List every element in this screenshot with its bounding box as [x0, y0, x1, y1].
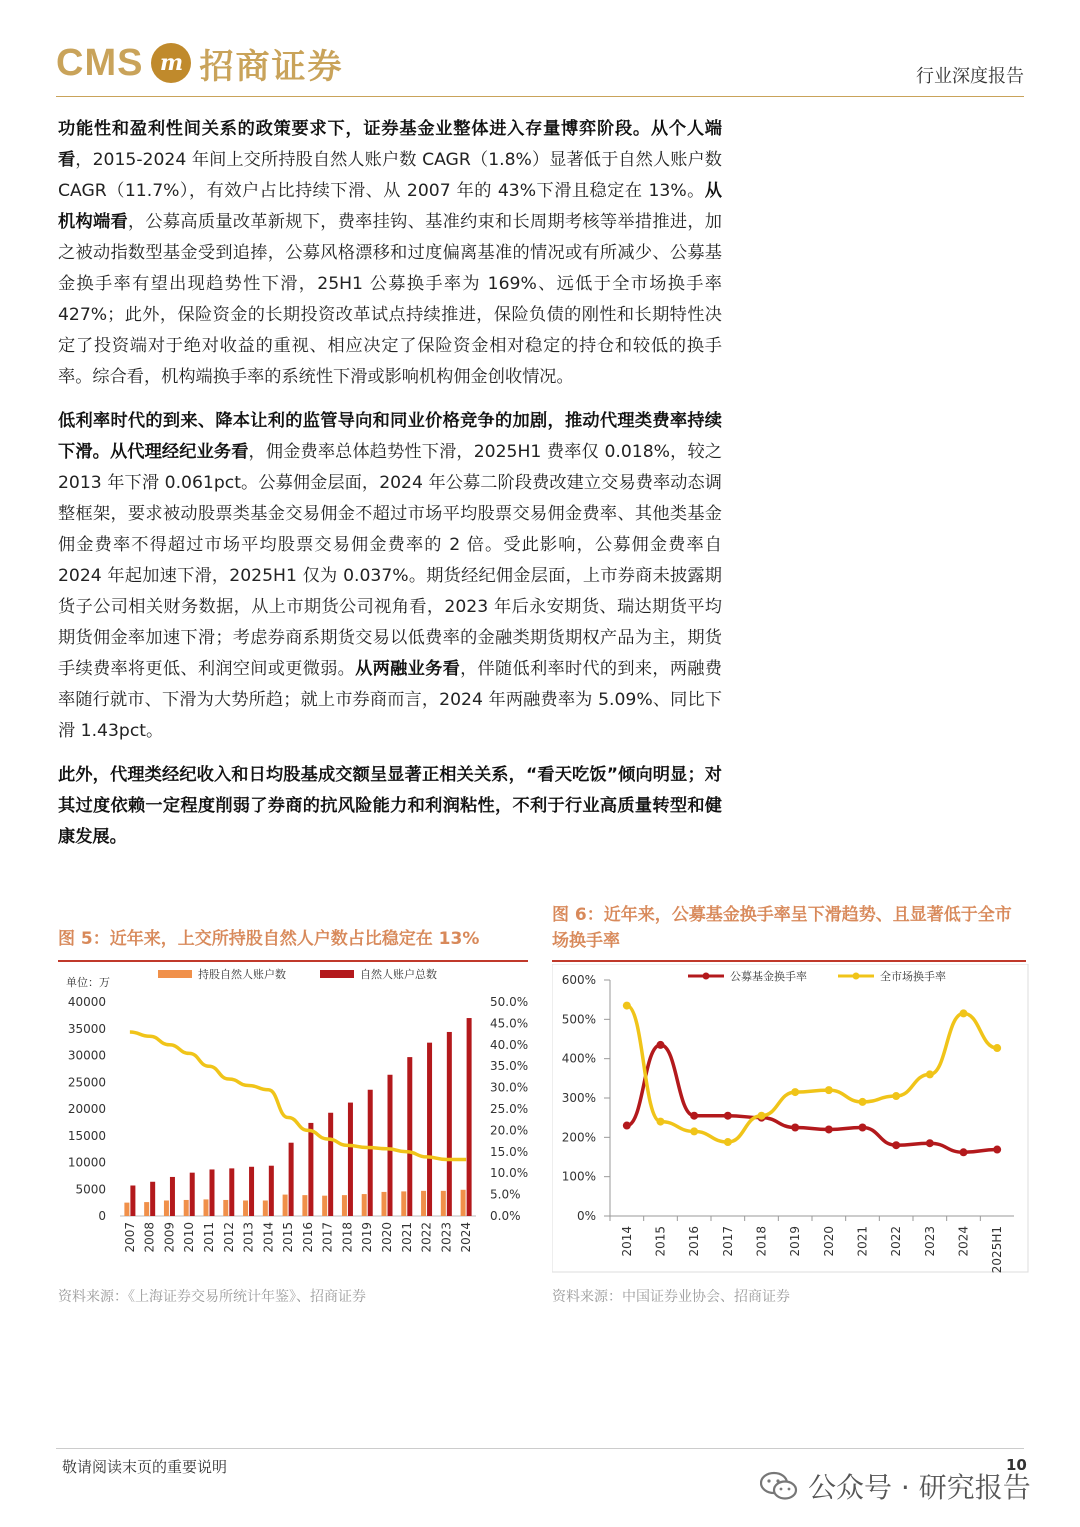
bar-holding-accounts [204, 1199, 209, 1216]
x-tick-label: 2007 [122, 1222, 137, 1253]
x-tick-label: 2014 [619, 1226, 634, 1257]
bar-holding-accounts [164, 1200, 169, 1216]
cms-logo [56, 38, 343, 88]
point-fund-turnover [825, 1125, 833, 1133]
x-tick-label: 2008 [142, 1222, 157, 1253]
point-fund-turnover [993, 1146, 1001, 1154]
point-market-turnover [623, 1002, 631, 1010]
x-tick-label: 2012 [221, 1222, 236, 1253]
y-tick-label: 300% [561, 1091, 596, 1105]
bar-total-accounts [289, 1143, 294, 1216]
x-tick-label: 2018 [754, 1226, 769, 1257]
bar-total-accounts [427, 1043, 432, 1216]
text-run: ，佣金费率总体趋势性下滑，2025H1 费率仅 0.018%，较之 2013 年下滑 0.061pct。公募佣金层面，2024 年公募二阶段费改建立交易费率动态调整框架，要求被动股票类基金交易佣金不超过市场平均股票交易佣金费率、其他类基金佣金费率不得超过市场平均股票交易佣金费率的 2 倍。受此影响，公募佣金费率自 2024 年起加速下滑，2025H1 仅为 0.037%。期货经纪佣金层面，上市券商未披露期货子公司相关财务数据，从上市期货公司视角看，2023 年后永安期货、瑞达期货平均期货佣金率加速下滑；考虑券商系期货交易以低费率的金融类期货期权产品为主，期货手续费率将更低、利润空间或更微弱。 [58, 442, 722, 679]
bold-text-run: 从机构端看 [58, 181, 722, 232]
x-tick-label: 2020 [380, 1222, 394, 1253]
bold-text-run: 此外，代理类经纪收入和日均股基成交额呈显著正相关关系，“看天吃饭”倾向明显；对其过度依赖一定程度削弱了券商的抗风险能力和利润粘性，不利于行业高质量转型和健康发展。 [58, 765, 722, 847]
y-right-tick-label: 45.0% [490, 1016, 529, 1031]
text-run: ，伴随低利率时代的到来，两融费率随行就市、下滑为大势所趋；就上市券商而言，2024 年两融费率为 5.09%、同比下滑 1.43pct。 [58, 659, 722, 741]
x-tick-label: 2015 [653, 1226, 668, 1257]
figure-6-source: 资料来源：中国证券业协会、招商证券 [552, 1289, 790, 1305]
point-market-turnover [724, 1138, 732, 1146]
legend-label: 全市场换手率 [880, 970, 946, 983]
bar-holding-accounts [362, 1194, 367, 1216]
y-left-tick-label: 40000 [67, 995, 106, 1009]
x-tick-label: 2023 [439, 1222, 454, 1253]
bar-holding-accounts [243, 1200, 248, 1216]
x-tick-label: 2020 [821, 1226, 836, 1257]
bar-total-accounts [229, 1168, 234, 1216]
line-effective-ratio [130, 1032, 466, 1160]
x-tick-label: 2009 [162, 1222, 177, 1253]
bar-holding-accounts [184, 1200, 189, 1216]
x-tick-label: 2022 [419, 1222, 434, 1253]
logo-latin-text: CMS [56, 41, 144, 84]
point-market-turnover [859, 1098, 867, 1106]
bold-text-run: 从个人端看 [58, 119, 722, 170]
bar-total-accounts [190, 1173, 195, 1216]
bar-holding-accounts [342, 1195, 347, 1216]
y-right-tick-label: 10.0% [490, 1166, 529, 1181]
figure-5-rule [58, 960, 528, 962]
point-market-turnover [657, 1118, 665, 1126]
bar-holding-accounts [144, 1202, 149, 1216]
bar-holding-accounts [263, 1200, 268, 1216]
legend-swatch [320, 970, 354, 978]
bar-holding-accounts [461, 1190, 466, 1216]
y-left-tick-label: 20000 [67, 1102, 106, 1116]
wechat-icon [760, 1471, 798, 1501]
body-text [58, 114, 722, 866]
bar-holding-accounts [421, 1191, 426, 1216]
y-left-tick-label: 25000 [67, 1075, 106, 1090]
figure-6-chart [552, 964, 1030, 1274]
line-market-turnover [627, 1006, 997, 1142]
y-left-tick-label: 0 [98, 1209, 106, 1223]
y-right-tick-label: 30.0% [490, 1080, 529, 1095]
x-tick-label: 2023 [922, 1226, 937, 1257]
header-divider [56, 96, 1024, 97]
point-fund-turnover [724, 1112, 732, 1120]
point-fund-turnover [960, 1148, 968, 1156]
legend-label: 持股自然人账户数 [198, 968, 286, 981]
point-market-turnover [960, 1009, 968, 1017]
logo-seal-icon: m [151, 43, 191, 83]
x-tick-label: 2024 [459, 1222, 474, 1253]
point-fund-turnover [926, 1139, 934, 1147]
point-fund-turnover [892, 1141, 900, 1149]
point-fund-turnover [690, 1112, 698, 1120]
body-paragraph [58, 114, 722, 393]
wechat-watermark [760, 1466, 1031, 1506]
bar-holding-accounts [223, 1200, 228, 1216]
bar-total-accounts [249, 1167, 254, 1216]
x-tick-label: 2016 [687, 1226, 702, 1257]
text-run: ，2015-2024 年间上交所持股自然人账户数 CAGR（1.8%）显著低于自然人账户数 CAGR（11.7%），有效户占比持续下滑、从 2007 年的 43%下滑且稳定在 13%。 [58, 150, 722, 201]
bar-total-accounts [467, 1018, 472, 1216]
y-right-tick-label: 20.0% [490, 1123, 529, 1138]
point-fund-turnover [859, 1124, 867, 1132]
y-left-tick-label: 35000 [67, 1021, 106, 1036]
body-paragraph [58, 760, 722, 853]
figure-5-source: 资料来源：《上海证券交易所统计年鉴》、招商证券 [58, 1289, 366, 1305]
y-tick-label: 200% [561, 1130, 596, 1145]
point-market-turnover [690, 1127, 698, 1135]
y-tick-label: 100% [561, 1169, 596, 1184]
x-tick-label: 2021 [399, 1222, 414, 1253]
y-tick-label: 400% [561, 1051, 596, 1066]
x-tick-label: 2022 [889, 1226, 904, 1257]
bar-total-accounts [269, 1166, 274, 1216]
x-tick-label: 2013 [241, 1222, 256, 1253]
x-tick-label: 2014 [261, 1222, 276, 1253]
y-left-tick-label: 5000 [75, 1182, 106, 1197]
point-market-turnover [993, 1044, 1001, 1052]
footer-divider [56, 1448, 1024, 1449]
y-right-tick-label: 0.0% [490, 1209, 521, 1223]
x-tick-label: 2025H1 [990, 1226, 1005, 1274]
bold-text-run: 低利率时代的到来、降本让利的监管导向和同业价格竞争的加剧，推动代理类费率持续下滑。 [58, 411, 722, 462]
y-right-tick-label: 5.0% [490, 1187, 521, 1202]
y-tick-label: 600% [561, 973, 596, 987]
point-market-turnover [926, 1070, 934, 1078]
point-fund-turnover [657, 1041, 665, 1049]
bold-text-run: 从两融业务看 [355, 659, 461, 679]
point-market-turnover [758, 1112, 766, 1120]
chart-frame [552, 964, 1028, 1272]
bar-holding-accounts [302, 1195, 307, 1216]
x-tick-label: 2019 [360, 1222, 375, 1253]
bar-holding-accounts [401, 1191, 406, 1216]
y-right-tick-label: 15.0% [490, 1144, 529, 1159]
bar-total-accounts [328, 1113, 333, 1216]
bar-total-accounts [348, 1103, 353, 1216]
page-number: 10 [1006, 1456, 1027, 1474]
y-tick-label: 0% [576, 1209, 596, 1223]
x-tick-label: 2024 [956, 1226, 971, 1257]
legend-marker [703, 973, 710, 980]
bar-holding-accounts [382, 1192, 387, 1216]
point-market-turnover [791, 1088, 799, 1096]
page-header [0, 0, 1080, 100]
x-tick-label: 2021 [855, 1226, 870, 1257]
figure-6-title: 图 6：近年来，公募基金换手率呈下滑趋势、且显著低于全市场换手率 [552, 905, 1012, 951]
report-type-label: 行业深度报告 [916, 66, 1024, 87]
point-fund-turnover [623, 1122, 631, 1130]
bar-total-accounts [407, 1057, 412, 1216]
figure-6-rule [552, 960, 1026, 962]
bar-total-accounts [388, 1075, 393, 1216]
point-market-turnover [825, 1086, 833, 1094]
y-right-tick-label: 25.0% [490, 1102, 529, 1116]
y-right-tick-label: 40.0% [490, 1037, 529, 1052]
bar-total-accounts [210, 1169, 215, 1216]
legend-swatch [158, 970, 192, 978]
body-paragraph [58, 406, 722, 747]
y-left-tick-label: 10000 [67, 1155, 106, 1170]
bar-holding-accounts [322, 1196, 327, 1216]
bar-total-accounts [368, 1090, 373, 1216]
y-left-tick-label: 15000 [67, 1128, 106, 1143]
point-market-turnover [892, 1092, 900, 1100]
bold-text-run: 从代理经纪业务看 [109, 442, 249, 462]
bar-total-accounts [447, 1032, 452, 1216]
bar-total-accounts [130, 1186, 135, 1216]
bar-holding-accounts [124, 1203, 129, 1216]
unit-label: 单位：万 [66, 976, 110, 989]
point-fund-turnover [791, 1124, 799, 1132]
y-left-tick-label: 30000 [67, 1048, 106, 1063]
x-tick-label: 2017 [320, 1222, 335, 1253]
x-tick-label: 2015 [281, 1222, 296, 1253]
logo-chinese-text: 招商证券 [199, 46, 344, 87]
x-tick-label: 2011 [202, 1222, 216, 1253]
bold-text-run: 功能性和盈利性间关系的政策要求下，证券基金业整体进入存量博弈阶段。 [58, 119, 651, 139]
y-right-tick-label: 50.0% [490, 995, 529, 1009]
y-right-tick-label: 35.0% [490, 1059, 529, 1074]
x-tick-label: 2019 [788, 1226, 803, 1257]
x-tick-label: 2017 [720, 1226, 735, 1257]
figure-5-title: 图 5：近年来，上交所持股自然人户数占比稳定在 13% [58, 929, 480, 949]
bar-total-accounts [150, 1182, 155, 1216]
bar-holding-accounts [441, 1191, 446, 1216]
x-tick-label: 2010 [182, 1222, 197, 1253]
bar-total-accounts [170, 1177, 175, 1216]
legend-label: 自然人账户总数 [360, 968, 437, 981]
x-tick-label: 2018 [340, 1222, 355, 1253]
bar-total-accounts [308, 1123, 313, 1216]
watermark-text: 公众号 · 研究报告 [808, 1471, 1031, 1504]
y-tick-label: 500% [561, 1012, 596, 1027]
legend-label: 公募基金换手率 [730, 970, 807, 983]
text-run: ，公募高质量改革新规下，费率挂钩、基准约束和长周期考核等举措推进，加之被动指数型基金受到追捧，公募风格漂移和过度偏离基准的情况或有所减少、公募基金换手率有望出现趋势性下滑，25H1 公募换手率为 169%、远低于全市场换手率 427%；此外，保险资金的长期投资改革试点持续推进，保险负债的刚性和长期特性决定了投资端对于绝对收益的重视、相应决定了保险资金相对稳定的持仓和较低的换手率。综合看，机构端换手率的系统性下滑或影响机构佣金创收情况。 [58, 212, 722, 387]
footer-note: 敬请阅读末页的重要说明 [62, 1458, 228, 1476]
bar-holding-accounts [283, 1195, 288, 1216]
legend-marker [853, 973, 860, 980]
x-tick-label: 2016 [300, 1222, 315, 1253]
figure-5-chart [58, 964, 538, 1274]
